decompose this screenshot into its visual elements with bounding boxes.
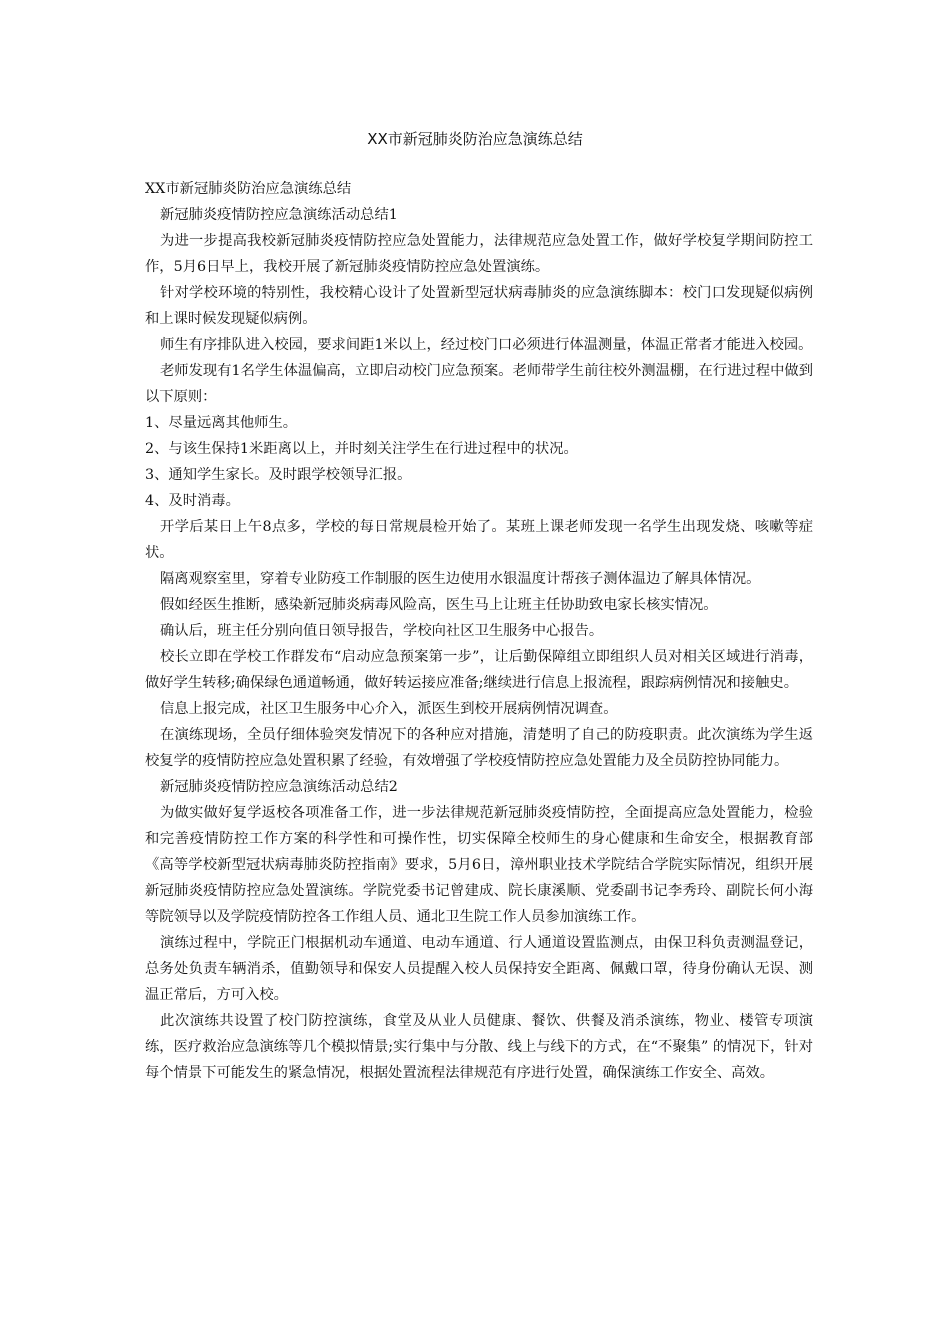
- document-title: XX市新冠肺炎防治应急演练总结: [367, 130, 583, 148]
- paragraph: 隔离观察室里，穿着专业防疫工作制服的医生边使用水银温度计帮孩子测体温边了解具体情况。: [160, 571, 761, 587]
- paragraph: 4、及时消毒。: [145, 493, 240, 509]
- paragraph: 老师发现有1名学生体温偏高，立即启动校门应急预案。老师带学生前往校外测温棚，在行进过程中做到以下原则：: [145, 363, 813, 405]
- paragraph: 校长立即在学校工作群发布“启动应急预案第一步”，让后勤保障组立即组织人员对相关区域进行消毒，做好学生转移;确保绿色通道畅通，做好转运接应准备;继续进行信息上报流程，跟踪病例情况和接触史。: [145, 649, 813, 691]
- paragraph: XX市新冠肺炎防治应急演练总结: [145, 181, 352, 197]
- paragraph: 新冠肺炎疫情防控应急演练活动总结1: [160, 207, 398, 223]
- paragraph: 此次演练共设置了校门防控演练，食堂及从业人员健康、餐饮、供餐及消杀演练，物业、楼管专项演练，医疗救治应急演练等几个模拟情景;实行集中与分散、线上与线下的方式，在“不聚集” 的情况下，针对每个情景下可能发生的紧急情况，根据处置流程法律规范有序进行处置，确保演练工作安全、高效。: [145, 1013, 813, 1081]
- document-body: [145, 176, 813, 1086]
- paragraph: 为进一步提高我校新冠肺炎疫情防控应急处置能力，法律规范应急处置工作，做好学校复学期间防控工作，5月6日早上，我校开展了新冠肺炎疫情防控应急处置演练。: [145, 233, 813, 275]
- paragraph: 2、与该生保持1米距离以上，并时刻关注学生在行进过程中的状况。: [145, 441, 578, 457]
- paragraph: 假如经医生推断，感染新冠肺炎病毒风险高，医生马上让班主任协助致电家长核实情况。: [160, 597, 718, 613]
- paragraph: 师生有序排队进入校园，要求间距1米以上，经过校门口必须进行体温测量，体温正常者才能进入校园。: [160, 337, 813, 353]
- paragraph: 开学后某日上午8点多，学校的每日常规晨检开始了。某班上课老师发现一名学生出现发烧、咳嗽等症状。: [145, 519, 813, 561]
- paragraph: 3、通知学生家长。及时跟学校领导汇报。: [145, 467, 412, 483]
- paragraph: 演练过程中，学院正门根据机动车通道、电动车通道、行人通道设置监测点，由保卫科负责测温登记，总务处负责车辆消杀，值勤领导和保安人员提醒入校人员保持安全距离、佩戴口罩，待身份确认无误、测温正常后，方可入校。: [145, 935, 813, 1003]
- paragraph: 新冠肺炎疫情防控应急演练活动总结2: [160, 779, 398, 795]
- paragraph: 信息上报完成，社区卫生服务中心介入，派医生到校开展病例情况调查。: [160, 701, 618, 717]
- paragraph: 1、尽量远离其他师生。: [145, 415, 298, 431]
- paragraph: 为做实做好复学返校各项准备工作，进一步法律规范新冠肺炎疫情防控，全面提高应急处置能力，检验和完善疫情防控工作方案的科学性和可操作性，切实保障全校师生的身心健康和生命安全，根据教育部《高等学校新型冠状病毒肺炎防控指南》要求，5月6日，漳州职业技术学院结合学院实际情况，组织开展新冠肺炎疫情防控应急处置演练。学院党委书记曾建成、院长康溪顺、党委副书记李秀玲、副院长何小海等院领导以及学院疫情防控各工作组人员、通北卫生院工作人员参加演练工作。: [145, 805, 813, 925]
- paragraph: 针对学校环境的特别性，我校精心设计了处置新型冠状病毒肺炎的应急演练脚本：校门口发现疑似病例和上课时候发现疑似病例。: [145, 285, 813, 327]
- paragraph: 确认后，班主任分别向值日领导报告，学校向社区卫生服务中心报告。: [160, 623, 604, 639]
- paragraph: 在演练现场，全员仔细体验突发情况下的各种应对措施，清楚明了自己的防疫职责。此次演练为学生返校复学的疫情防控应急处置积累了经验，有效增强了学校疫情防控应急处置能力及全员防控协同能力。: [145, 727, 813, 769]
